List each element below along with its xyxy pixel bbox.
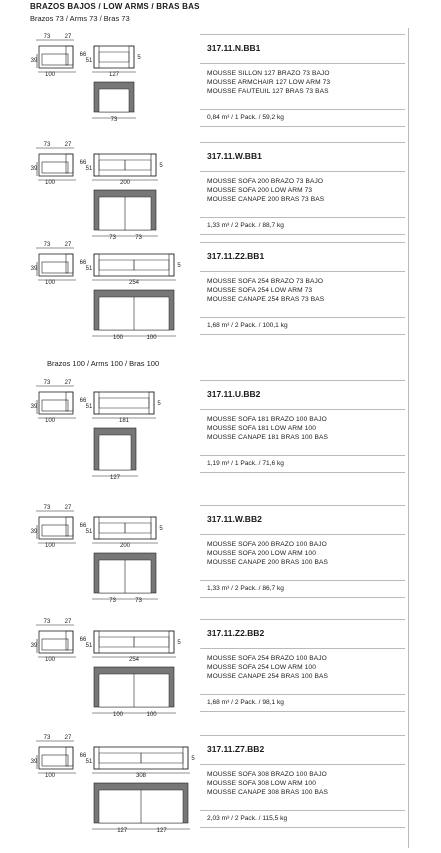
dim-side-height: 39: [30, 759, 38, 765]
divider: [200, 735, 405, 736]
description-line: MOUSSE SOFA 181 LOW ARM 100: [207, 425, 316, 432]
dim-plan-2: 73: [135, 598, 142, 604]
front-arm-left: [94, 46, 99, 68]
dim-plan-1: 127: [109, 475, 121, 481]
side-arm: [66, 631, 73, 650]
dim-plan-1: 73: [109, 235, 116, 241]
dim-leg-height: 5: [157, 401, 161, 407]
packaging-info: 1,33 m³ / 2 Pack. / 86,7 kg: [207, 585, 284, 592]
divider: [200, 171, 405, 172]
section-label-arms-100: Brazos 100 / Arms 100 / Bras 100: [47, 359, 160, 368]
front-arm-left: [94, 747, 99, 769]
description-line: MOUSSE SOFA 254 BRAZO 73 BAJO: [207, 278, 324, 285]
front-cushion: [99, 523, 125, 533]
description-line: MOUSSE SOFA 181 BRAZO 100 BAJO: [207, 416, 327, 423]
side-view: [31, 505, 76, 549]
divider: [200, 455, 405, 456]
plan-seat: [99, 435, 131, 470]
side-seat: [42, 262, 68, 273]
packaging-info: 2,03 m³ / 2 Pack. / 115,5 kg: [207, 815, 288, 822]
plan-view: [92, 290, 176, 341]
side-view: [31, 242, 76, 286]
product-code: 317.11.Z2.BB1: [207, 251, 265, 261]
product-code: 317.11.W.BB2: [207, 514, 262, 524]
packaging-info: 1,33 m³ / 2 Pack. / 88,7 kg: [207, 222, 284, 229]
dim-side-width: 73: [43, 380, 51, 386]
dim-side-height: 39: [30, 266, 38, 272]
description-line: MOUSSE CANAPE 181 BRAS 100 BAS: [207, 434, 329, 441]
packaging-info: 1,19 m³ / 1 Pack. / 71,6 kg: [207, 460, 284, 467]
dim-front-width: 200: [119, 180, 131, 186]
front-view: [80, 392, 162, 424]
front-cushion: [99, 398, 149, 408]
dim-side-width: 73: [43, 242, 51, 248]
description-line: MOUSSE SOFA 200 BRAZO 100 BAJO: [207, 541, 327, 548]
divider: [200, 109, 405, 110]
description-line: MOUSSE SOFA 254 LOW ARM 100: [207, 664, 316, 671]
description-line: MOUSSE SOFA 200 LOW ARM 100: [207, 550, 316, 557]
dim-plan-2: 100: [146, 335, 157, 341]
description-line: MOUSSE CANAPE 308 BRAS 100 BAS: [207, 789, 329, 796]
dim-front-height-2: 51: [85, 58, 93, 64]
description-line: MOUSSE SOFA 200 BRAZO 73 BAJO: [207, 178, 324, 185]
dim-arm-width: 27: [64, 735, 72, 741]
product-drawing: [0, 32, 200, 142]
front-cushion: [125, 523, 151, 533]
divider: [200, 827, 405, 828]
dim-front-height-1: 66: [79, 637, 87, 643]
front-view: [80, 631, 182, 663]
dim-leg-height: 5: [137, 55, 141, 61]
side-seat: [42, 755, 68, 766]
dim-arm-width: 27: [64, 142, 72, 148]
divider: [200, 271, 405, 272]
side-seat: [42, 639, 68, 650]
plan-seat: [99, 89, 129, 112]
side-seat: [42, 54, 68, 65]
dim-plan-1: 73: [110, 117, 118, 123]
side-seat: [42, 400, 68, 411]
front-view: [80, 46, 142, 78]
front-view: [80, 154, 164, 186]
front-cushion: [141, 753, 183, 763]
dim-front-width: 181: [118, 418, 130, 424]
packaging-info: 1,68 m³ / 2 Pack. / 100,1 kg: [207, 322, 288, 329]
dim-depth: 100: [44, 657, 56, 663]
side-seat: [42, 162, 68, 173]
dim-leg-height: 5: [159, 163, 163, 169]
side-arm: [66, 154, 73, 173]
side-view: [31, 34, 76, 78]
dim-front-height-2: 51: [85, 759, 93, 765]
divider: [200, 580, 405, 581]
dim-front-width: 254: [128, 657, 140, 663]
description-line: MOUSSE FAUTEUIL 127 BRAS 73 BAS: [207, 88, 329, 95]
dim-side-height: 39: [30, 58, 38, 64]
dim-leg-height: 5: [159, 526, 163, 532]
plan-view: [92, 190, 158, 241]
divider: [200, 380, 405, 381]
product-drawing: [0, 240, 200, 350]
dim-side-width: 73: [43, 505, 51, 511]
product-code: 317.11.N.BB1: [207, 43, 261, 53]
divider: [200, 217, 405, 218]
description-line: MOUSSE CANAPE 200 BRAS 73 BAS: [207, 196, 325, 203]
front-cushion: [134, 637, 169, 647]
dim-side-width: 73: [43, 34, 51, 40]
divider: [200, 34, 405, 35]
dim-side-height: 39: [30, 643, 38, 649]
divider: [200, 317, 405, 318]
front-arm-left: [94, 517, 99, 539]
description-line: MOUSSE SOFA 308 LOW ARM 100: [207, 780, 316, 787]
front-outline: [94, 46, 134, 68]
dim-front-height-2: 51: [85, 404, 93, 410]
front-cushion: [99, 637, 134, 647]
dim-leg-height: 5: [191, 756, 195, 762]
product-description: [207, 415, 328, 442]
description-line: MOUSSE SOFA 308 BRAZO 100 BAJO: [207, 771, 327, 778]
divider: [200, 142, 405, 143]
side-arm: [66, 254, 73, 273]
product-drawing: [0, 378, 200, 488]
product-description: [207, 69, 330, 96]
right-margin-rule: [408, 28, 409, 848]
side-view: [31, 380, 76, 424]
product-code: 317.11.U.BB2: [207, 389, 261, 399]
dim-arm-width: 27: [64, 34, 72, 40]
divider: [200, 648, 405, 649]
dim-front-width: 254: [128, 280, 140, 286]
front-arm-right: [149, 392, 154, 414]
side-view: [31, 735, 76, 779]
divider: [200, 234, 405, 235]
dim-leg-height: 5: [177, 263, 181, 269]
dim-depth: 100: [44, 773, 56, 779]
front-arm-right: [129, 46, 134, 68]
dim-front-height-2: 51: [85, 643, 93, 649]
front-arm-right: [183, 747, 188, 769]
dim-arm-width: 27: [64, 619, 72, 625]
product-code: 317.11.W.BB1: [207, 151, 262, 161]
product-drawing: [0, 617, 200, 727]
plan-view: [92, 667, 176, 718]
side-arm: [66, 46, 73, 65]
front-cushion: [99, 753, 141, 763]
side-arm: [66, 517, 73, 536]
front-arm-right: [151, 517, 156, 539]
dim-depth: 100: [44, 280, 56, 286]
plan-view: [92, 783, 190, 834]
front-cushion: [99, 52, 129, 62]
divider: [200, 472, 405, 473]
divider: [200, 63, 405, 64]
plan-view: [92, 553, 158, 604]
front-arm-right: [169, 254, 174, 276]
divider: [200, 597, 405, 598]
dim-plan-2: 73: [135, 235, 142, 241]
dim-front-height-1: 66: [79, 523, 87, 529]
dim-side-width: 73: [43, 735, 51, 741]
dim-front-width: 200: [119, 543, 131, 549]
product-description: [207, 540, 328, 567]
description-line: MOUSSE SOFA 200 LOW ARM 73: [207, 187, 313, 194]
side-seat: [42, 525, 68, 536]
divider: [200, 505, 405, 506]
description-line: MOUSSE ARMCHAIR 127 LOW ARM 73: [207, 79, 331, 86]
dim-front-height-1: 66: [79, 260, 87, 266]
divider: [200, 126, 405, 127]
divider: [200, 534, 405, 535]
dim-depth: 100: [44, 180, 56, 186]
divider: [200, 694, 405, 695]
page-title: BRAZOS BAJOS / LOW ARMS / BRAS BAS: [30, 2, 200, 11]
front-cushion: [134, 260, 169, 270]
dim-side-width: 73: [43, 142, 51, 148]
dim-front-height-1: 66: [79, 160, 87, 166]
dim-plan-2: 100: [146, 712, 157, 718]
dim-side-height: 39: [30, 529, 38, 535]
product-drawing: [0, 733, 200, 843]
plan-view: [92, 428, 138, 481]
side-arm: [66, 747, 73, 766]
description-line: MOUSSE CANAPE 200 BRAS 100 BAS: [207, 559, 329, 566]
description-line: MOUSSE SOFA 254 BRAZO 100 BAJO: [207, 655, 327, 662]
front-arm-right: [169, 631, 174, 653]
side-view: [31, 142, 76, 186]
dim-plan-1: 73: [109, 598, 116, 604]
description-line: MOUSSE CANAPE 254 BRAS 100 BAS: [207, 673, 329, 680]
product-drawing: [0, 503, 200, 613]
front-cushion: [125, 160, 151, 170]
front-view: [80, 254, 182, 286]
packaging-info: 1,68 m³ / 2 Pack. / 98,1 kg: [207, 699, 284, 706]
dim-front-width: 127: [108, 72, 120, 78]
plan-view: [92, 82, 136, 123]
front-arm-right: [151, 154, 156, 176]
front-view: [80, 517, 164, 549]
description-line: MOUSSE SOFA 254 LOW ARM 73: [207, 287, 313, 294]
dim-plan-1: 127: [117, 828, 128, 834]
description-line: MOUSSE SILLON 127 BRAZO 73 BAJO: [207, 70, 330, 77]
dim-front-height-1: 66: [79, 52, 87, 58]
divider: [200, 619, 405, 620]
front-arm-left: [94, 392, 99, 414]
product-code: 317.11.Z7.BB2: [207, 744, 265, 754]
front-cushion: [99, 260, 134, 270]
product-code: 317.11.Z2.BB2: [207, 628, 265, 638]
dim-arm-width: 27: [64, 242, 72, 248]
product-drawing: [0, 140, 200, 250]
side-view: [31, 619, 76, 663]
dim-depth: 100: [44, 418, 56, 424]
dim-plan-1: 100: [112, 712, 124, 718]
divider: [200, 711, 405, 712]
dim-leg-height: 5: [177, 640, 181, 646]
dim-front-height-1: 66: [79, 398, 87, 404]
dim-front-height-2: 51: [85, 266, 93, 272]
dim-front-height-2: 51: [85, 166, 93, 172]
dim-arm-width: 27: [64, 380, 72, 386]
dim-depth: 100: [44, 72, 56, 78]
divider: [200, 334, 405, 335]
dim-front-height-1: 66: [79, 753, 87, 759]
description-line: MOUSSE CANAPE 254 BRAS 73 BAS: [207, 296, 325, 303]
dim-side-height: 39: [30, 404, 38, 410]
dim-depth: 100: [44, 543, 56, 549]
side-arm: [66, 392, 73, 411]
section-label-arms-73: Brazos 73 / Arms 73 / Bras 73: [30, 14, 130, 23]
divider: [200, 409, 405, 410]
dim-plan-1: 100: [112, 335, 124, 341]
product-description: [207, 177, 324, 204]
front-view: [80, 747, 196, 779]
front-arm-left: [94, 254, 99, 276]
packaging-info: 0,84 m³ / 1 Pack. / 59,2 kg: [207, 114, 284, 121]
dim-side-height: 39: [30, 166, 38, 172]
front-outline: [94, 392, 154, 414]
product-description: [207, 277, 324, 304]
dim-front-width: 308: [135, 773, 147, 779]
product-description: [207, 770, 328, 797]
dim-side-width: 73: [43, 619, 51, 625]
product-description: [207, 654, 328, 681]
divider: [200, 242, 405, 243]
front-arm-left: [94, 154, 99, 176]
front-cushion: [99, 160, 125, 170]
divider: [200, 764, 405, 765]
dim-front-height-2: 51: [85, 529, 93, 535]
dim-plan-2: 127: [156, 828, 167, 834]
front-arm-left: [94, 631, 99, 653]
dim-arm-width: 27: [64, 505, 72, 511]
divider: [200, 810, 405, 811]
